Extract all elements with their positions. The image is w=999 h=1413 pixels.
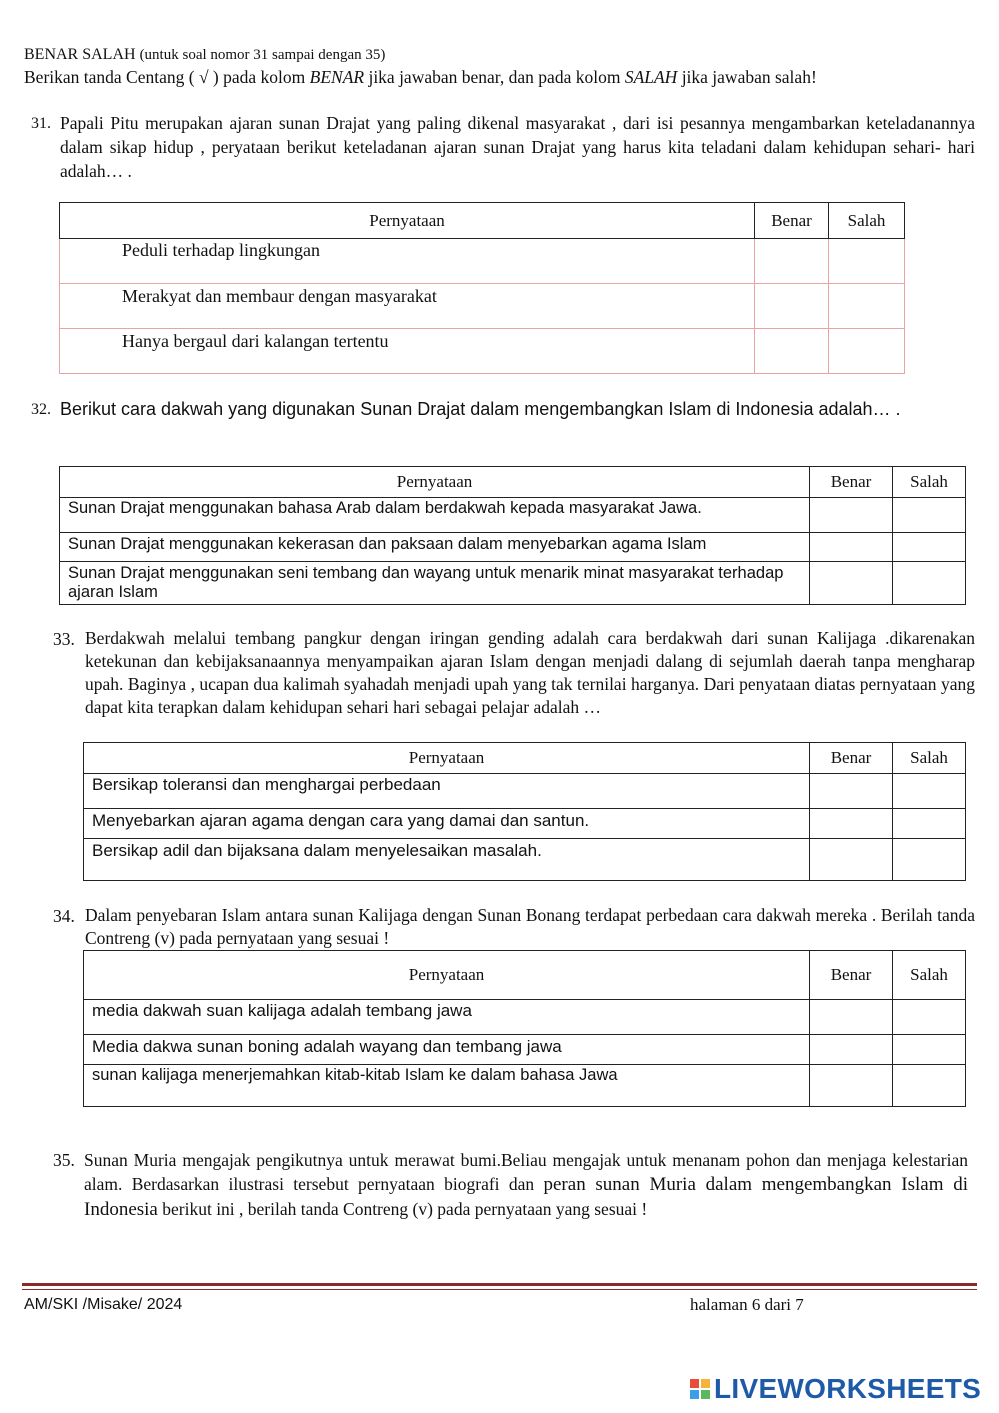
true-checkbox[interactable] (810, 1000, 893, 1035)
logo-square-icon (701, 1390, 710, 1399)
table-row (60, 329, 905, 374)
true-checkbox[interactable] (810, 533, 893, 562)
table-row (60, 498, 966, 533)
false-checkbox[interactable] (893, 533, 966, 562)
page-number: halaman 6 dari 7 (690, 1295, 804, 1314)
section-title-sub: (untuk soal nomor 31 sampai dengan 35) (139, 47, 386, 63)
question-32-text: Berikut cara dakwah yang digunakan Sunan Drajat dalam mengembangkan Islam di Indonesia adalah… . (60, 399, 901, 419)
answer-table-32 (59, 466, 966, 605)
answer-table-34 (83, 950, 966, 1107)
statement-text: Sunan Drajat menggunakan seni tembang dan wayang untuk menarik minat masyarakat terhadap ajaran Islam (68, 564, 784, 601)
header-true: Benar (810, 951, 893, 1000)
statement-text: Menyebarkan ajaran agama dengan cara yang damai dan santun. (92, 811, 590, 830)
table-row (60, 533, 966, 562)
question-35-text (84, 1148, 968, 1222)
question-35-part: Sunan Muria mengajak pengikutnya untuk merawat bumi.Beliau mengajak untuk menanam pohon dan menjaga kelestarian alam. Berdasarkan ilustrasi tersebut pernyataan biografi dan (84, 1150, 968, 1194)
false-checkbox[interactable] (829, 239, 905, 284)
header-false: Salah (829, 203, 905, 239)
true-checkbox[interactable] (810, 498, 893, 533)
header-false: Salah (893, 951, 966, 1000)
footer-divider-thin (22, 1289, 977, 1290)
table-row (84, 809, 966, 839)
true-checkbox[interactable] (810, 1065, 893, 1107)
false-checkbox[interactable] (893, 839, 966, 881)
true-checkbox[interactable] (810, 774, 893, 809)
false-checkbox[interactable] (893, 1035, 966, 1065)
statement-text: Bersikap adil dan bijaksana dalam menyelesaikan masalah. (92, 841, 542, 860)
question-35-part: berikut ini , berilah tanda Contreng (v) pada pernyataan yang sesuai ! (157, 1199, 648, 1219)
question-number: 31. (31, 115, 51, 132)
false-checkbox[interactable] (893, 562, 966, 605)
table-row (84, 1035, 966, 1065)
header-false: Salah (893, 467, 966, 498)
instruction-part: jika jawaban salah! (677, 67, 817, 87)
statement-text: Sunan Drajat menggunakan bahasa Arab dalam berdakwah kepada masyarakat Jawa. (68, 499, 702, 517)
header-statement: Pernyataan (60, 203, 755, 239)
statement-text: Peduli terhadap lingkungan (122, 240, 320, 260)
logo-square-icon (690, 1379, 699, 1388)
false-checkbox[interactable] (893, 498, 966, 533)
header-true: Benar (810, 743, 893, 774)
false-checkbox[interactable] (893, 1065, 966, 1107)
header-statement: Pernyataan (84, 951, 810, 1000)
false-checkbox[interactable] (893, 774, 966, 809)
footer-left: AM/SKI /Misake/ 2024 (24, 1296, 183, 1313)
logo-square-icon (690, 1390, 699, 1399)
instruction-benar: BENAR (309, 67, 365, 87)
header-true: Benar (755, 203, 829, 239)
question-number: 35. (53, 1150, 75, 1170)
header-false: Salah (893, 743, 966, 774)
header-true: Benar (810, 467, 893, 498)
table-row (84, 839, 966, 881)
table-row (60, 284, 905, 329)
true-checkbox[interactable] (810, 839, 893, 881)
table-row (84, 774, 966, 809)
true-checkbox[interactable] (810, 809, 893, 839)
statement-text: Hanya bergaul dari kalangan tertentu (122, 331, 389, 351)
false-checkbox[interactable] (893, 809, 966, 839)
false-checkbox[interactable] (829, 284, 905, 329)
true-checkbox[interactable] (755, 284, 829, 329)
true-checkbox[interactable] (810, 1035, 893, 1065)
statement-text: Media dakwa sunan boning adalah wayang dan tembang jawa (92, 1037, 562, 1056)
header-statement: Pernyataan (60, 467, 810, 498)
true-checkbox[interactable] (810, 562, 893, 605)
logo-mark-icon (690, 1379, 710, 1399)
question-number: 33. (53, 629, 75, 649)
instruction-part: jika jawaban benar, dan pada kolom (364, 67, 625, 87)
logo-text: LIVEWORKSHEETS (714, 1373, 982, 1404)
section-title (24, 46, 385, 64)
instruction-salah: SALAH (624, 67, 678, 87)
table-row (84, 1065, 966, 1107)
answer-table-33 (83, 742, 966, 881)
question-35-part-large: peran sunan Muria dalam mengembangkan Islam di Indonesia (84, 1174, 968, 1220)
logo-square-icon (701, 1379, 710, 1388)
header-statement: Pernyataan (84, 743, 810, 774)
true-checkbox[interactable] (755, 329, 829, 374)
question-31-text: Papali Pitu merupakan ajaran sunan Drajat yang paling dikenal masyarakat , dari isi pesannya mengambarkan keteladanannya dalam sikap hidup , peryataan berikut keteladanan ajaran sunan Drajat yang harus kita teladani dalam kehidupan sehari- hari adalah… . (60, 113, 975, 181)
statement-text: media dakwah suan kalijaga adalah tembang jawa (92, 1001, 472, 1020)
statement-text: Bersikap toleransi dan menghargai perbedaan (92, 775, 441, 794)
question-33-text: Berdakwah melalui tembang pangkur dengan iringan gending adalah cara berdakwah dari sunan Kalijaga .dikarenakan ketekunan dan kebijaksanaannya menyampaikan ajaran Islam dengan menjadi dalang di sejumlah daerah tanpa mengharap upah. Baginya , ucapan dua kalimah syahadah menjadi upah yang tak ternilai harganya. Dari penyataan diatas pernyataan yang dapat kita terapkan dalam kehidupan sehari hari sebagai pelajar adalah … (85, 628, 975, 717)
false-checkbox[interactable] (829, 329, 905, 374)
section-title-main: BENAR SALAH (24, 46, 136, 63)
footer-divider (22, 1283, 977, 1286)
question-34-text: Dalam penyebaran Islam antara sunan Kalijaga dengan Sunan Bonang terdapat perbedaan cara dakwah mereka . Berilah tanda Contreng (v) pada pernyataan yang sesuai ! (85, 905, 975, 948)
table-row (60, 239, 905, 284)
table-row (60, 562, 966, 605)
true-checkbox[interactable] (755, 239, 829, 284)
question-number: 32. (31, 401, 51, 418)
statement-text: Merakyat dan membaur dengan masyarakat (122, 286, 437, 306)
statement-text: sunan kalijaga menerjemahkan kitab-kitab Islam ke dalam bahasa Jawa (92, 1066, 618, 1084)
answer-table-31 (59, 202, 905, 374)
liveworksheets-logo[interactable] (690, 1373, 981, 1405)
instruction (24, 67, 817, 88)
statement-text: Sunan Drajat menggunakan kekerasan dan paksaan dalam menyebarkan agama Islam (68, 535, 707, 553)
instruction-part: Berikan tanda Centang ( √ ) pada kolom (24, 67, 310, 87)
question-number: 34. (53, 906, 75, 926)
false-checkbox[interactable] (893, 1000, 966, 1035)
table-row (84, 1000, 966, 1035)
